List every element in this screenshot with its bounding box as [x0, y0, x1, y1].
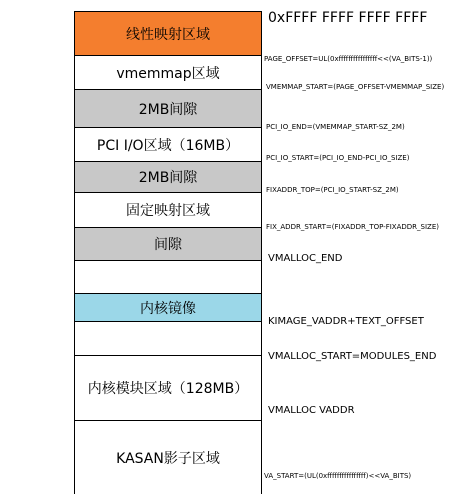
address-fixaddr-start: FIX_ADDR_START=(FIXADDR_TOP-FIXADDR_SIZE)	[266, 223, 439, 231]
segment-modules: 内核模块区域（128MB）	[75, 356, 261, 421]
segment-empty-2	[75, 322, 261, 356]
address-vmalloc-end: VMALLOC_END	[268, 253, 343, 264]
memory-layout-column	[74, 11, 262, 494]
segment-empty-1	[75, 261, 261, 294]
segment-gap-2mb-2: 2MB间隙	[75, 162, 261, 193]
address-fixaddr-top: FIXADDR_TOP=(PCI_IO_START-SZ_2M)	[266, 186, 399, 194]
address-pci-io-end: PCI_IO_END=(VMEMMAP_START-SZ_2M)	[266, 123, 405, 131]
address-va-start: VA_START=(UL(0xffffffffffffffff)<<VA_BITS)	[264, 472, 412, 480]
segment-kasan-shadow: KASAN影子区域	[75, 421, 261, 495]
segment-kernel-image: 内核镜像	[75, 294, 261, 322]
segment-linear-map: 线性映射区域	[75, 12, 261, 56]
segment-pci-io: PCI I/O区域（16MB）	[75, 128, 261, 162]
segment-gap-2mb-1: 2MB间隙	[75, 90, 261, 128]
address-vmalloc-vaddr: VMALLOC VADDR	[268, 405, 355, 416]
address-vmemmap-start: VMEMMAP_START=(PAGE_OFFSET-VMEMMAP_SIZE)	[266, 83, 445, 91]
segment-fixmap: 固定映射区域	[75, 193, 261, 228]
segment-vmemmap: vmemmap区域	[75, 56, 261, 90]
address-top: 0xFFFF FFFF FFFF FFFF	[268, 10, 428, 26]
address-kimage-vaddr: KIMAGE_VADDR+TEXT_OFFSET	[268, 316, 424, 327]
address-pci-io-start: PCI_IO_START=(PCI_IO_END-PCI_IO_SIZE)	[266, 154, 410, 162]
address-page-offset: PAGE_OFFSET=UL(0xffffffffffffffff<<(VA_BITS-1))	[264, 55, 433, 63]
segment-gap: 间隙	[75, 228, 261, 261]
address-vmalloc-start: VMALLOC_START=MODULES_END	[268, 351, 437, 362]
